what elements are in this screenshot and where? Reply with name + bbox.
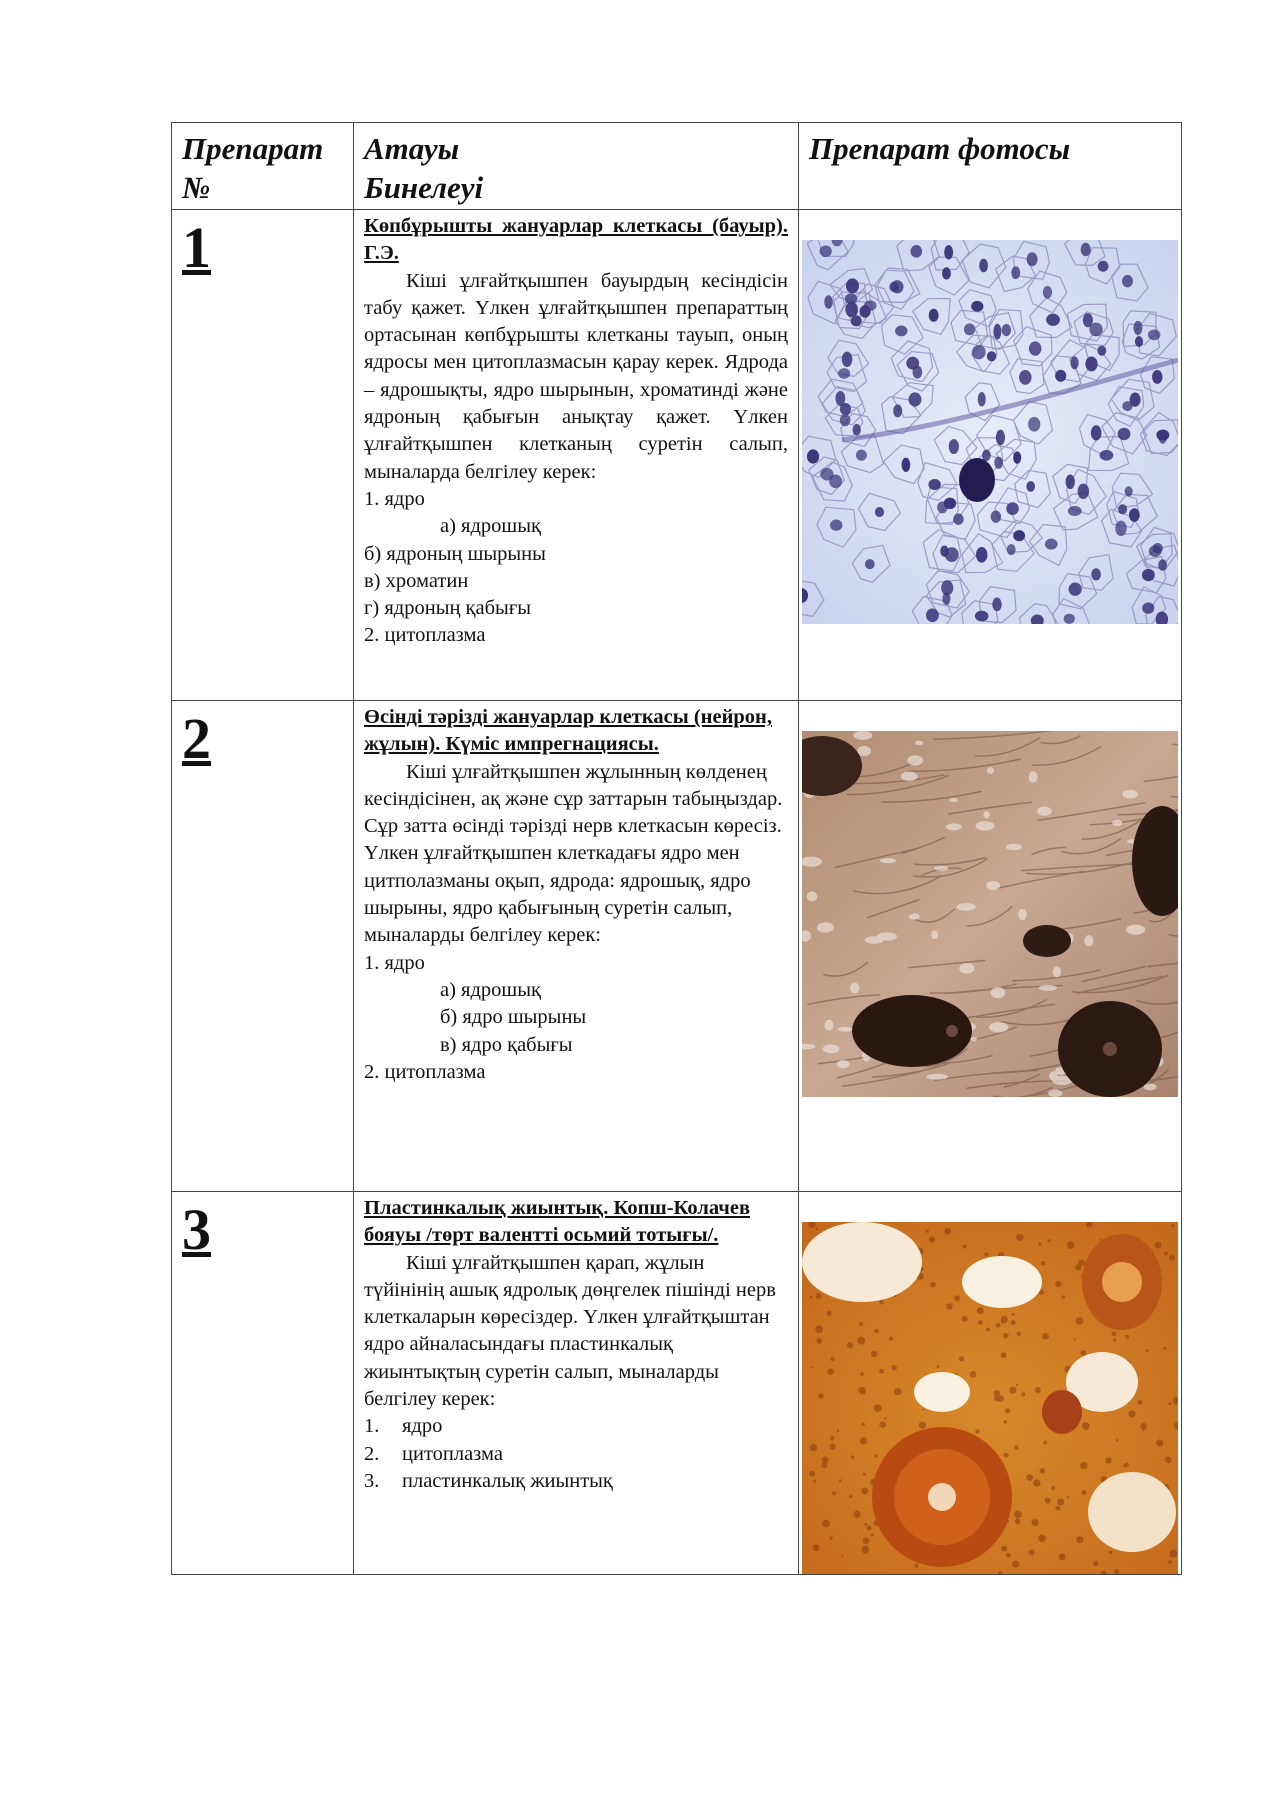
header-photo: Препарат фотосы xyxy=(809,131,1071,166)
list-item: б) ядроның шырыны xyxy=(364,542,546,565)
table-row xyxy=(172,701,1182,1192)
list-item: 1. ядро xyxy=(364,1415,443,1438)
liver-cells-micrograph xyxy=(802,240,1181,624)
preparation-number: 2 xyxy=(182,706,211,771)
preparation-title: Көпбұрышты жануарлар клеткасы (бауыр). Г.Э. xyxy=(364,215,788,265)
list-item: а) ядрошық xyxy=(440,515,541,538)
table-row xyxy=(172,1192,1182,1575)
list-item: в) хроматин xyxy=(364,569,469,592)
list-item: 1. ядро xyxy=(364,487,425,510)
list-item: 3. пластинкалық жиынтық xyxy=(364,1469,613,1492)
preparation-title: Өсінді тәрізді жануарлар клеткасы (нейрон, жұлын). Күміс импрегнациясы. xyxy=(364,706,772,756)
preparation-description xyxy=(354,210,798,650)
list-item: а) ядрошық xyxy=(440,978,541,1001)
header-row xyxy=(172,123,1182,210)
list-item: г) ядроның қабығы xyxy=(364,597,532,620)
preparation-description xyxy=(354,701,798,1086)
list-item: 2. цитоплазма xyxy=(364,624,486,647)
table-row xyxy=(172,210,1182,701)
preparation-paragraph: Кіші ұлғайтқышпен бауырдың кесіндісін табу қажет. Үлкен ұлғайтқышпен препараттың ортасынан көпбұрышты клетканы тауып, оның ядросы мен цитоплазмасын қарау керек. Ядрода – ядрошықты, ядро шырынын, хроматинді және ядроның қабығын анықтау қажет. Үлкен ұлғайтқышпен клетканың суретін салып, мыналарда белгілеу керек: xyxy=(364,269,788,483)
list-item: 1. ядро xyxy=(364,951,425,974)
list-item: 2. цитоплазма xyxy=(364,1060,486,1083)
preparation-number: 3 xyxy=(182,1197,211,1262)
preparation-description xyxy=(354,1192,798,1495)
preparation-paragraph: Кіші ұлғайтқышпен жұлынның көлденең кесіндісінен, ақ және сұр заттарын табыңыздар. Сұр затта өсінді тәрізді нерв клеткасын көресіз. Үлкен ұлғайтқышпен клеткадағы ядро мен цитполазманы оқып, ядрода: ядрошық, ядро шырыны, ядро қабығының суретін салып, мыналарды белгілеу керек: xyxy=(364,760,783,947)
preparation-number: 1 xyxy=(182,215,211,280)
list-item: в) ядро қабығы xyxy=(440,1033,573,1056)
preparation-title: Пластинкалық жиынтық. Копш-Колачев бояуы /төрт валентті осьмий тотығы/. xyxy=(364,1197,751,1247)
header-name-description: Атауы Бинелеуі xyxy=(364,131,484,205)
header-number: Препарат № xyxy=(182,131,324,205)
golgi-osmium-micrograph xyxy=(802,1222,1181,1574)
neuron-silver-micrograph xyxy=(802,731,1181,1097)
preparations-table xyxy=(171,122,1182,1575)
list-item: б) ядро шырыны xyxy=(440,1006,587,1029)
preparation-paragraph: Кіші ұлғайтқышпен қарап, жұлын түйінінің ашық ядролық дөңгелек пішінді нерв клеткаларын көресіздер. Үлкен ұлғайтқыштан ядро айналасындағы пластинкалық жиынтықтың суретін салып, мыналарды белгілеу керек: xyxy=(364,1251,776,1411)
list-item: 2. цитоплазма xyxy=(364,1442,503,1465)
